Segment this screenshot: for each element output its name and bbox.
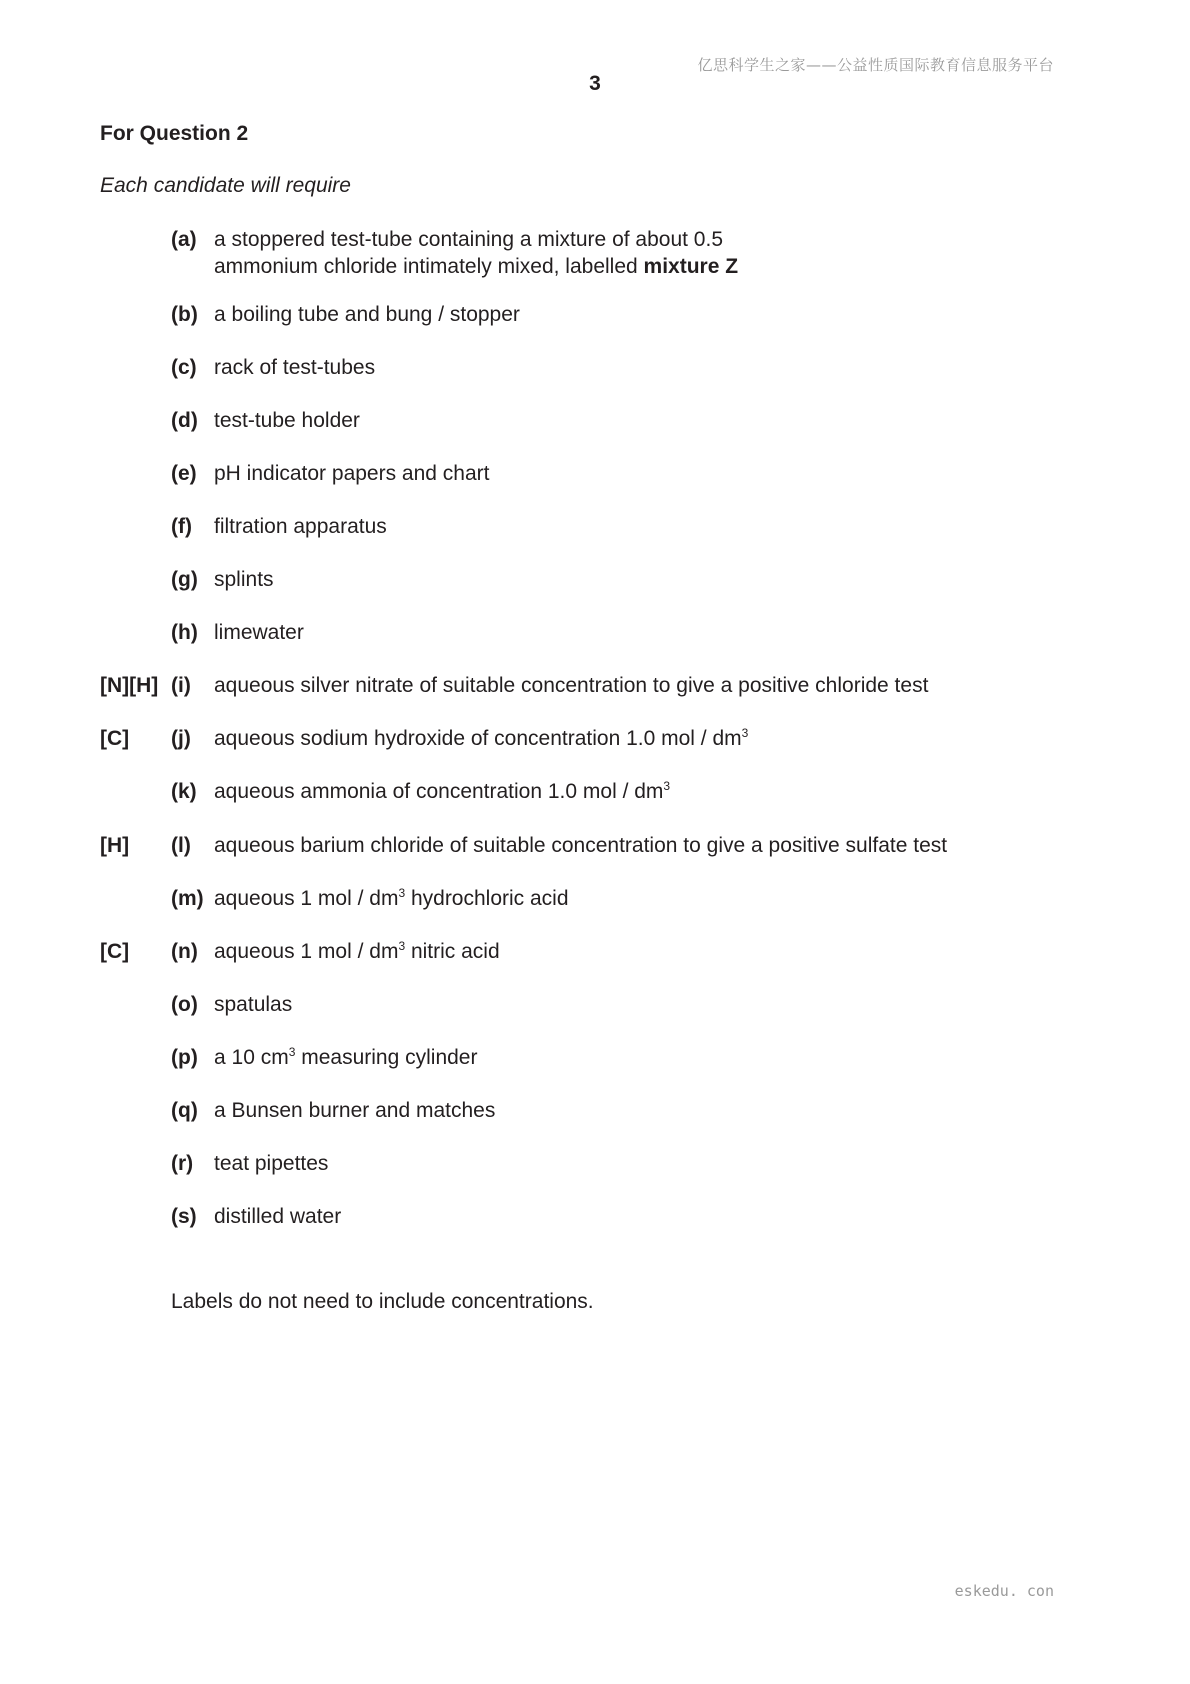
syllabus-tag: [H]: [100, 834, 130, 857]
item-text: a 10 $cm^3$ measuring cylinder: [214, 1045, 478, 1069]
item-letter: (i): [171, 674, 191, 697]
item-text: a Bunsen burner and matches: [214, 1099, 496, 1122]
item-letter: (g): [171, 568, 198, 591]
item-text: distilled water: [214, 1205, 342, 1228]
item-text: test-tube holder: [214, 409, 360, 432]
item-letter: (a): [171, 228, 197, 251]
item-text: aqueous silver nitrate of suitable concentration to give a positive chloride test: [214, 674, 929, 697]
item-letter: (o): [171, 993, 198, 1016]
item-letter: (s): [171, 1205, 197, 1228]
note-text: Labels do not need to include concentrations.: [171, 1290, 594, 1313]
syllabus-tag: [C]: [100, 727, 130, 750]
syllabus-tag: [N][H]: [100, 674, 159, 697]
item-letter: (r): [171, 1152, 194, 1175]
item-text: aqueous barium chloride of suitable concentration to give a positive sulfate test: [214, 834, 948, 857]
item-letter: (h): [171, 621, 198, 644]
item-letter: (j): [171, 727, 191, 750]
item-text: filtration apparatus: [214, 515, 387, 538]
intro-text: Each candidate will require: [100, 174, 351, 197]
item-text: limewater: [214, 621, 304, 644]
item-letter: (q): [171, 1099, 198, 1122]
watermark-bottom: eskedu. con: [954, 1582, 1054, 1600]
item-letter: (l): [171, 834, 191, 857]
item-text: aqueous 1 mol / $dm^3$ hydrochloric acid: [214, 886, 569, 910]
item-text: aqueous sodium hydroxide of concentration 1.0 mol / $dm^3$: [214, 726, 749, 750]
item-letter: (n): [171, 940, 198, 963]
item-letter: (p): [171, 1046, 198, 1069]
item-letter: (d): [171, 409, 198, 432]
item-letter: (b): [171, 303, 198, 326]
section-heading: For Question 2: [100, 122, 249, 145]
item-text: teat pipettes: [214, 1152, 329, 1175]
watermark-top: 亿思科学生之家——公益性质国际教育信息服务平台: [697, 56, 1054, 74]
item-letter: (f): [171, 515, 192, 538]
item-letter: (m): [171, 887, 204, 910]
item-text: a stoppered test-tube containing a mixture of about 0.5 ammonium chloride intimately mixed, labelled mixture Z: [214, 228, 739, 278]
item-text: rack of test-tubes: [214, 356, 376, 379]
item-text: spatulas: [214, 993, 293, 1016]
mixture-label: mixture Z: [643, 255, 739, 278]
item-text: aqueous ammonia of concentration 1.0 mol / $dm^3$: [214, 779, 671, 803]
item-letter: (e): [171, 462, 197, 485]
page-number: 3: [589, 72, 601, 95]
syllabus-tag: [C]: [100, 940, 130, 963]
item-text: splints: [214, 568, 274, 591]
item-text: a boiling tube and bung / stopper: [214, 303, 520, 326]
item-text: aqueous 1 mol / $dm^3$ nitric acid: [214, 939, 500, 963]
item-letter: (k): [171, 780, 197, 803]
item-text: pH indicator papers and chart: [214, 462, 490, 485]
item-letter: (c): [171, 356, 197, 379]
